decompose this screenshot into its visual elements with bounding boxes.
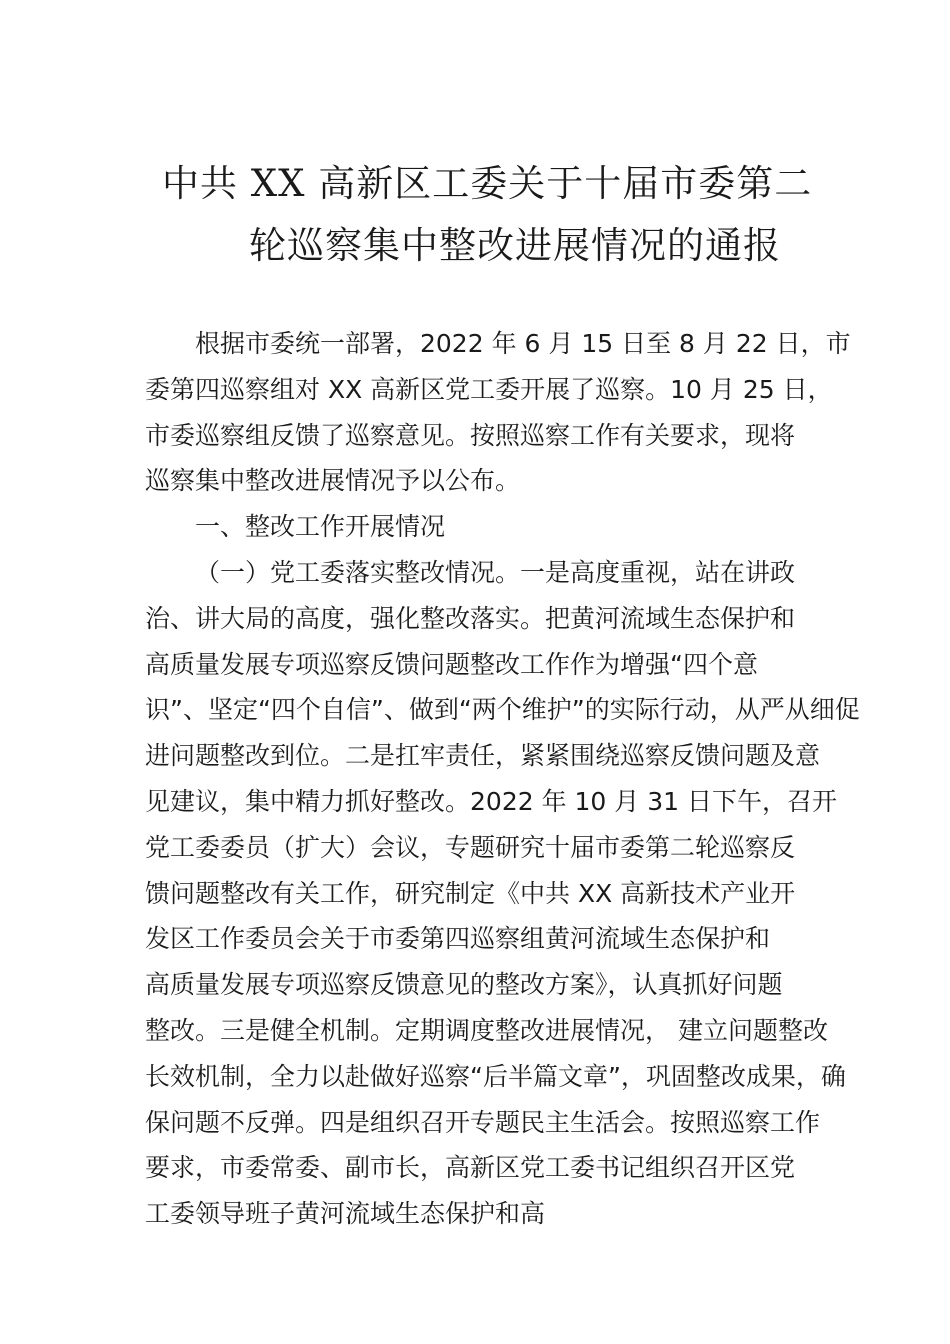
body-line: 党工委委员（扩大）会议，专题研究十届市委第二轮巡察反	[145, 832, 796, 862]
body-line: 巡察集中整改进展情况予以公布。	[145, 466, 521, 496]
body-line: 保问题不反弹。四是组织召开专题民主生活会。按照巡察工作	[145, 1107, 821, 1137]
body-line: 识”、坚定“四个自信”、做到“两个维护”的实际行动，从严从细促	[145, 695, 860, 725]
document-title-line-2: 轮巡察集中整改进展情况的通报	[249, 224, 781, 267]
body-line: 发区工作委员会关于市委第四巡察组黄河流域生态保护和	[145, 924, 771, 954]
body-line: 见建议，集中精力抓好整改。2022 年 10 月 31 日下午，召开	[145, 786, 837, 816]
body-line: 长效机制，全力以赴做好巡察“后半篇文章”，巩固整改成果，确	[145, 1061, 846, 1091]
body-line: 高质量发展专项巡察反馈意见的整改方案》，认真抓好问题	[145, 970, 783, 1000]
body-line: 市委巡察组反馈了巡察意见。按照巡察工作有关要求，现将	[145, 420, 796, 450]
document-body	[145, 321, 860, 1237]
body-line: 工委领导班子黄河流域生态保护和高	[145, 1199, 546, 1229]
body-line: 馈问题整改有关工作，研究制定《中共 XX 高新技术产业开	[145, 878, 796, 908]
body-line: 进问题整改到位。二是扛牢责任，紧紧围绕巡察反馈问题及意	[145, 741, 821, 771]
body-line: 整改。三是健全机制。定期调度整改进展情况， 建立问题整改	[145, 1015, 828, 1045]
body-line: （一）党工委落实整改情况。一是高度重视，站在讲政	[195, 557, 796, 587]
body-line: 治、讲大局的高度，强化整改落实。把黄河流域生态保护和	[145, 603, 796, 633]
body-line: 要求，市委常委、副市长，高新区党工委书记组织召开区党	[145, 1153, 796, 1183]
body-line: 根据市委统一部署，2022 年 6 月 15 日至 8 月 22 日，市	[195, 329, 851, 358]
document-title-line-1: 中共 XX 高新区工委关于十届市委第二	[162, 162, 813, 205]
section-heading: 一、整改工作开展情况	[195, 512, 446, 542]
body-line: 高质量发展专项巡察反馈问题整改工作作为增强“四个意	[145, 649, 758, 679]
body-line: 委第四巡察组对 XX 高新区党工委开展了巡察。10 月 25 日，	[145, 374, 833, 404]
